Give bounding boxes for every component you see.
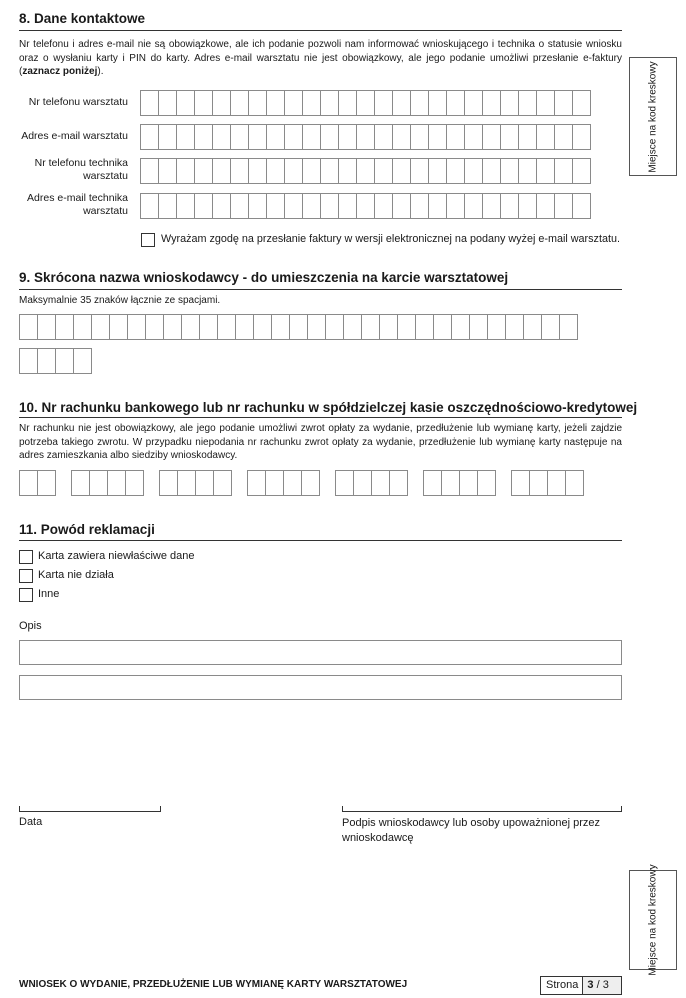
input-cell[interactable] (410, 124, 429, 150)
input-cell[interactable] (194, 158, 213, 184)
section9-note: Maksymalnie 35 znaków łącznie ze spacjami. (19, 295, 221, 306)
input-cell[interactable] (392, 90, 411, 116)
input-cell[interactable] (163, 314, 182, 340)
input-cell[interactable] (464, 158, 483, 184)
input-cell[interactable] (523, 314, 542, 340)
input-cell[interactable] (19, 348, 38, 374)
input-cell[interactable] (482, 90, 501, 116)
input-cell[interactable] (482, 124, 501, 150)
reason-checkbox-wrong-data[interactable] (19, 550, 33, 564)
input-cell[interactable] (338, 193, 357, 219)
input-cell[interactable] (140, 193, 159, 219)
input-cell[interactable] (158, 124, 177, 150)
input-cell[interactable] (212, 90, 231, 116)
section11-rule (19, 540, 622, 541)
reason-checkbox-not-working[interactable] (19, 569, 33, 583)
input-cell[interactable] (176, 193, 195, 219)
input-cell[interactable] (500, 193, 519, 219)
date-label: Data (19, 816, 43, 828)
section8-title: 8. Dane kontaktowe (19, 11, 146, 26)
input-cell[interactable] (554, 90, 573, 116)
input-cell[interactable] (446, 124, 465, 150)
input-cell[interactable] (158, 158, 177, 184)
bank-account-field[interactable] (19, 470, 599, 496)
short-name-field-row2[interactable] (19, 348, 91, 374)
description-field-line1[interactable] (19, 640, 622, 665)
input-cell[interactable] (410, 158, 429, 184)
input-cell[interactable] (518, 158, 537, 184)
input-cell[interactable] (464, 193, 483, 219)
input-cell[interactable] (194, 90, 213, 116)
account-digit-group[interactable] (423, 470, 495, 496)
input-cell[interactable] (230, 158, 249, 184)
input-cell[interactable] (572, 193, 591, 219)
input-cell[interactable] (356, 90, 375, 116)
input-cell[interactable] (433, 314, 452, 340)
input-cell[interactable] (446, 90, 465, 116)
input-cell[interactable] (266, 193, 285, 219)
input-cell[interactable] (176, 124, 195, 150)
barcode-label: Miejsce na kod kreskowy (647, 864, 659, 976)
input-cell[interactable] (73, 348, 92, 374)
input-cell[interactable] (266, 90, 285, 116)
section10-title: 10. Nr rachunku bankowego lub nr rachunku w spółdzielczej kasie oszczędnościowo-kredytowej (19, 400, 638, 415)
input-cell[interactable] (37, 314, 56, 340)
description-label: Opis (19, 620, 42, 632)
barcode-area-bottom (629, 864, 677, 976)
input-cell[interactable] (91, 314, 110, 340)
signature-label: Podpis wnioskodawcy lub osoby upoważnionej przez wnioskodawcę (342, 817, 601, 844)
section10-rule (19, 417, 622, 418)
consent-checkbox[interactable] (141, 233, 155, 247)
description-field-line2[interactable] (19, 675, 622, 700)
input-cell[interactable] (248, 158, 267, 184)
input-cell[interactable] (500, 124, 519, 150)
input-cell[interactable] (177, 470, 196, 496)
input-cell[interactable] (301, 470, 320, 496)
input-cell[interactable] (230, 90, 249, 116)
input-cell[interactable] (37, 470, 56, 496)
input-cell[interactable] (19, 314, 38, 340)
account-digit-group[interactable] (159, 470, 231, 496)
input-cell[interactable] (320, 158, 339, 184)
input-cell[interactable] (536, 124, 555, 150)
input-cell[interactable] (536, 193, 555, 219)
input-cell[interactable] (140, 90, 159, 116)
input-cell[interactable] (307, 314, 326, 340)
reason-label-not-working: Karta nie działa (38, 569, 114, 581)
signature-line[interactable] (342, 806, 622, 812)
input-cell[interactable] (343, 314, 362, 340)
input-cell[interactable] (361, 314, 380, 340)
phone-technician-field[interactable] (140, 158, 590, 184)
input-cell[interactable] (266, 158, 285, 184)
input-cell[interactable] (176, 158, 195, 184)
input-cell[interactable] (194, 124, 213, 150)
input-cell[interactable] (284, 158, 303, 184)
input-cell[interactable] (335, 470, 354, 496)
input-cell[interactable] (140, 158, 159, 184)
input-cell[interactable] (271, 314, 290, 340)
input-cell[interactable] (230, 193, 249, 219)
footer-form-title: WNIOSEK O WYDANIE, PRZEDŁUŻENIE LUB WYMIANĘ KARTY WARSZTATOWEJ (19, 979, 408, 990)
input-cell[interactable] (536, 90, 555, 116)
input-cell[interactable] (253, 314, 272, 340)
input-cell[interactable] (410, 90, 429, 116)
page-number: 3 / 3 (582, 977, 621, 994)
account-digit-group[interactable] (71, 470, 143, 496)
input-cell[interactable] (320, 90, 339, 116)
input-cell[interactable] (356, 193, 375, 219)
input-cell[interactable] (572, 90, 591, 116)
section10-note: Nr rachunku nie jest obowiązkowy, ale jego podanie umożliwi zwrot opłaty za wydanie, przedłużenie lub wymianę karty, jeżeli zajdzie potrzeba takiego zwrotu. W przypadku niepodania nr rachunku zwrot opłaty za wydanie, przedłużenie lub wymianę karty następuje na adres zamieszkania albo siedziby wnioskodawcy. (19, 423, 622, 461)
input-cell[interactable] (500, 90, 519, 116)
input-cell[interactable] (374, 90, 393, 116)
input-cell[interactable] (212, 124, 231, 150)
phone-technician-label: Nr telefonu technika warsztatu (34, 157, 128, 182)
input-cell[interactable] (428, 158, 447, 184)
input-cell[interactable] (397, 314, 416, 340)
input-cell[interactable] (159, 470, 178, 496)
input-cell[interactable] (356, 158, 375, 184)
input-cell[interactable] (284, 193, 303, 219)
section9-title: 9. Skrócona nazwa wnioskodawcy - do umieszczenia na karcie warsztatowej (19, 270, 509, 285)
input-cell[interactable] (71, 470, 90, 496)
input-cell[interactable] (446, 193, 465, 219)
input-cell[interactable] (392, 158, 411, 184)
input-cell[interactable] (181, 314, 200, 340)
input-cell[interactable] (374, 124, 393, 150)
input-cell[interactable] (536, 158, 555, 184)
input-cell[interactable] (572, 124, 591, 150)
input-cell[interactable] (374, 158, 393, 184)
input-cell[interactable] (89, 470, 108, 496)
account-digit-group[interactable] (511, 470, 583, 496)
reason-label-other: Inne (38, 588, 60, 600)
input-cell[interactable] (423, 470, 442, 496)
input-cell[interactable] (302, 193, 321, 219)
input-cell[interactable] (477, 470, 496, 496)
input-cell[interactable] (482, 193, 501, 219)
input-cell[interactable] (338, 158, 357, 184)
input-cell[interactable] (554, 158, 573, 184)
input-cell[interactable] (320, 124, 339, 150)
input-cell[interactable] (371, 470, 390, 496)
input-cell[interactable] (389, 470, 408, 496)
phone-workshop-field[interactable] (140, 90, 590, 116)
input-cell[interactable] (464, 90, 483, 116)
input-cell[interactable] (217, 314, 236, 340)
section9-rule (19, 289, 622, 290)
input-cell[interactable] (195, 470, 214, 496)
input-cell[interactable] (248, 90, 267, 116)
input-cell[interactable] (541, 314, 560, 340)
input-cell[interactable] (289, 314, 308, 340)
input-cell[interactable] (459, 470, 478, 496)
input-cell[interactable] (212, 193, 231, 219)
barcode-area-top (629, 57, 677, 176)
input-cell[interactable] (565, 470, 584, 496)
input-cell[interactable] (518, 193, 537, 219)
input-cell[interactable] (469, 314, 488, 340)
account-digit-group[interactable] (335, 470, 407, 496)
input-cell[interactable] (302, 90, 321, 116)
input-cell[interactable] (265, 470, 284, 496)
input-cell[interactable] (158, 193, 177, 219)
email-workshop-field[interactable] (140, 124, 590, 150)
input-cell[interactable] (230, 124, 249, 150)
email-workshop-label: Adres e-mail warsztatu (21, 130, 128, 142)
input-cell[interactable] (127, 314, 146, 340)
input-cell[interactable] (547, 470, 566, 496)
input-cell[interactable] (73, 314, 92, 340)
input-cell[interactable] (125, 470, 144, 496)
input-cell[interactable] (559, 314, 578, 340)
account-digit-group[interactable] (247, 470, 319, 496)
input-cell[interactable] (482, 158, 501, 184)
input-cell[interactable] (529, 470, 548, 496)
input-cell[interactable] (338, 90, 357, 116)
input-cell[interactable] (392, 193, 411, 219)
input-cell[interactable] (37, 348, 56, 374)
date-line[interactable] (19, 806, 161, 812)
consent-label: Wyrażam zgodę na przesłanie faktury w wersji elektronicznej na podany wyżej e-mail warsztatu. (161, 233, 620, 245)
input-cell[interactable] (511, 470, 530, 496)
input-cell[interactable] (554, 193, 573, 219)
input-cell[interactable] (518, 90, 537, 116)
input-cell[interactable] (428, 90, 447, 116)
page-indicator (540, 976, 622, 995)
input-cell[interactable] (145, 314, 164, 340)
input-cell[interactable] (379, 314, 398, 340)
input-cell[interactable] (441, 470, 460, 496)
input-cell[interactable] (428, 124, 447, 150)
input-cell[interactable] (194, 193, 213, 219)
input-cell[interactable] (213, 470, 232, 496)
input-cell[interactable] (158, 90, 177, 116)
input-cell[interactable] (109, 314, 128, 340)
input-cell[interactable] (353, 470, 372, 496)
input-cell[interactable] (320, 193, 339, 219)
input-cell[interactable] (325, 314, 344, 340)
input-cell[interactable] (518, 124, 537, 150)
input-cell[interactable] (415, 314, 434, 340)
short-name-field-row1[interactable] (19, 314, 577, 340)
input-cell[interactable] (284, 90, 303, 116)
input-cell[interactable] (464, 124, 483, 150)
input-cell[interactable] (55, 314, 74, 340)
reason-label-wrong-data: Karta zawiera niewłaściwe dane (38, 550, 195, 562)
barcode-label: Miejsce na kod kreskowy (647, 60, 659, 173)
input-cell[interactable] (266, 124, 285, 150)
input-cell[interactable] (247, 470, 266, 496)
input-cell[interactable] (302, 124, 321, 150)
input-cell[interactable] (176, 90, 195, 116)
input-cell[interactable] (446, 158, 465, 184)
input-cell[interactable] (500, 158, 519, 184)
input-cell[interactable] (107, 470, 126, 496)
input-cell[interactable] (235, 314, 254, 340)
input-cell[interactable] (554, 124, 573, 150)
input-cell[interactable] (392, 124, 411, 150)
input-cell[interactable] (302, 158, 321, 184)
reason-checkbox-other[interactable] (19, 588, 33, 602)
email-technician-field[interactable] (140, 193, 590, 219)
input-cell[interactable] (356, 124, 375, 150)
input-cell[interactable] (284, 124, 303, 150)
input-cell[interactable] (338, 124, 357, 150)
section11-title: 11. Powód reklamacji (19, 522, 155, 537)
phone-workshop-label: Nr telefonu warsztatu (28, 96, 128, 108)
section8-intro: Nr telefonu i adres e-mail nie są obowiązkowe, ale ich podanie pozwoli nam informować wnioskującego i technika o statusie wniosku oraz o wysłaniu karty i PIN do karty. Adres e-mail warsztatu nie jest obowiązkowy, ale jego podanie umożliwi przesłanie e-faktury (zaznacz poniżej). (19, 39, 622, 77)
page-label: Strona (546, 979, 579, 991)
input-cell[interactable] (55, 348, 74, 374)
input-cell[interactable] (19, 470, 38, 496)
input-cell[interactable] (428, 193, 447, 219)
input-cell[interactable] (505, 314, 524, 340)
input-cell[interactable] (374, 193, 393, 219)
input-cell[interactable] (572, 158, 591, 184)
input-cell[interactable] (199, 314, 218, 340)
input-cell[interactable] (410, 193, 429, 219)
section8-rule (19, 30, 622, 31)
account-digit-group[interactable] (19, 470, 55, 496)
input-cell[interactable] (248, 193, 267, 219)
input-cell[interactable] (451, 314, 470, 340)
input-cell[interactable] (248, 124, 267, 150)
input-cell[interactable] (140, 124, 159, 150)
email-technician-label: Adres e-mail technika warsztatu (27, 192, 128, 217)
input-cell[interactable] (487, 314, 506, 340)
input-cell[interactable] (212, 158, 231, 184)
input-cell[interactable] (283, 470, 302, 496)
